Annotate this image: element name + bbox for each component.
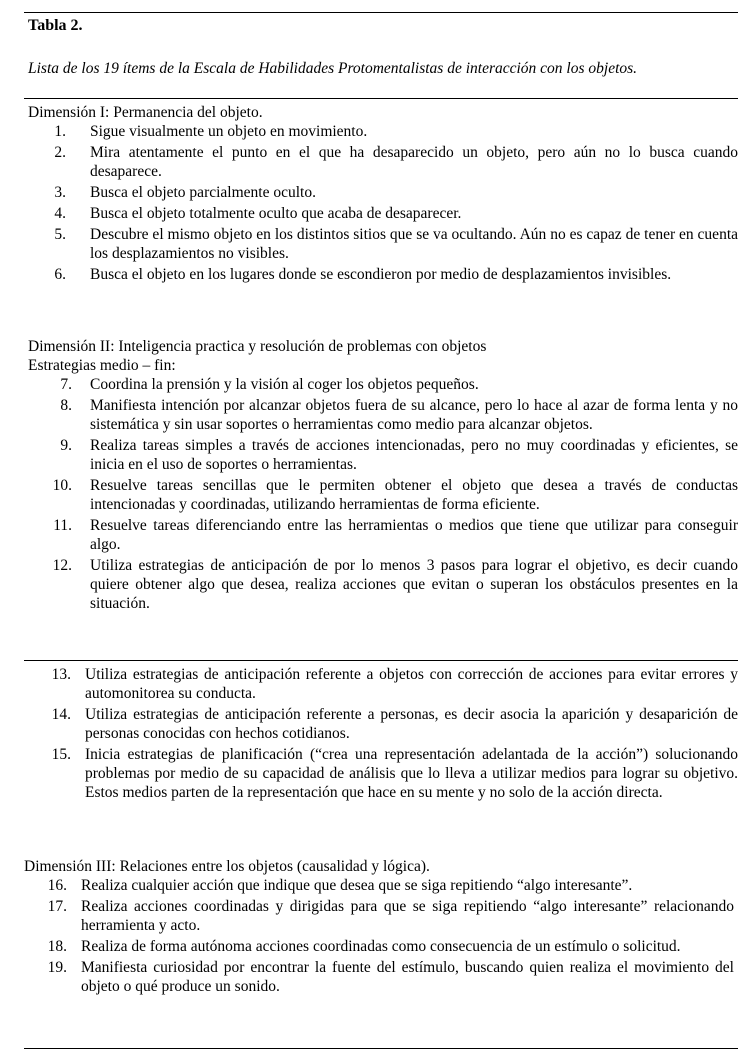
bottom-rule	[24, 1048, 738, 1049]
item-number: 17.	[47, 898, 67, 915]
dimension-1-section	[28, 103, 738, 286]
item-number: 10.	[52, 477, 72, 494]
list-item	[28, 436, 738, 474]
item-text: Resuelve tareas sencillas que le permiten obtener el objeto que desea a través de conductas intencionadas y coordinadas, utilizando herramientas de forma eficiente.	[90, 477, 738, 513]
item-text: Coordina la prensión y la visión al coger los objetos pequeños.	[90, 376, 479, 393]
item-text: Realiza de forma autónoma acciones coordinadas como consecuencia de un estímulo o solicitud.	[81, 938, 681, 955]
item-text: Utiliza estrategias de anticipación referente a personas, es decir asocia la aparición y desaparición de personas conocidas con hechos cotidianos.	[85, 706, 738, 742]
list-item	[24, 937, 734, 956]
list-item	[28, 745, 738, 802]
item-number: 19.	[47, 959, 67, 976]
list-item	[28, 396, 738, 434]
item-text: Utiliza estrategias de anticipación de por lo menos 3 pasos para lograr el objetivo, es decir cuando quiere obtener algo que desea, realiza acciones que evitan o superan los obstáculos presentes en la situación.	[90, 557, 738, 612]
list-item	[28, 665, 738, 703]
item-text: Busca el objeto parcialmente oculto.	[90, 184, 316, 201]
list-item	[28, 265, 738, 284]
list-item	[28, 375, 738, 394]
top-rule	[24, 12, 738, 13]
item-number: 1.	[54, 123, 66, 140]
item-number: 11.	[53, 517, 72, 534]
dimension-1-list	[28, 122, 738, 284]
dimension-2-continued-list	[28, 665, 738, 802]
list-item	[28, 476, 738, 514]
dimension-3-section	[24, 857, 734, 998]
dimension-1-heading: Dimensión I: Permanencia del objeto.	[28, 104, 263, 121]
list-item	[28, 516, 738, 554]
item-number: 8.	[60, 397, 72, 414]
list-item	[28, 204, 738, 223]
item-number: 14.	[51, 706, 71, 723]
item-text: Busca el objeto totalmente oculto que acaba de desaparecer.	[90, 205, 462, 222]
list-item	[28, 183, 738, 202]
dimension-2-heading: Dimensión II: Inteligencia practica y resolución de problemas con objetos	[28, 338, 487, 355]
item-number: 13.	[51, 666, 71, 683]
item-number: 3.	[54, 184, 66, 201]
item-text: Mira atentamente el punto en el que ha desaparecido un objeto, pero aún no lo busca cuando desaparece.	[90, 144, 738, 180]
list-item	[24, 897, 734, 935]
item-text: Realiza cualquier acción que indique que desea que se siga repitiendo “algo interesante”.	[81, 877, 633, 894]
item-number: 12.	[52, 557, 72, 574]
item-text: Descubre el mismo objeto en los distintos sitios que se va ocultando. Aún no es capaz de tener en cuenta los desplazamientos no visibles.	[90, 226, 738, 262]
item-number: 5.	[54, 226, 66, 243]
item-number: 9.	[60, 437, 72, 454]
item-text: Manifiesta intención por alcanzar objetos fuera de su alcance, pero lo hace al azar de forma lenta y no sistemática y sin usar soportes o herramientas como medio para alcanzar objetos.	[90, 397, 738, 433]
list-item	[28, 143, 738, 181]
list-item	[28, 122, 738, 141]
item-text: Sigue visualmente un objeto en movimiento.	[90, 123, 368, 140]
item-number: 15.	[51, 746, 71, 763]
list-item	[28, 705, 738, 743]
item-text: Busca el objeto en los lugares donde se escondieron por medio de desplazamientos invisibles.	[90, 266, 672, 283]
item-number: 7.	[60, 376, 72, 393]
list-item	[24, 876, 734, 895]
caption-rule	[24, 98, 738, 99]
item-text: Manifiesta curiosidad por encontrar la fuente del estímulo, buscando quien realiza el movimiento del objeto o qué produce un sonido.	[81, 959, 734, 995]
item-number: 6.	[54, 266, 66, 283]
table-caption: Lista de los 19 ítems de la Escala de Habilidades Protomentalistas de interacción con los objetos.	[28, 60, 638, 77]
item-text: Utiliza estrategias de anticipación referente a objetos con corrección de acciones para evitar errores y automonitorea su conducta.	[85, 666, 738, 702]
item-text: Inicia estrategias de planificación (“crea una representación adelantada de la acción”) solucionando problemas por medio de su capacidad de análisis que lo lleva a utilizar medios para lograr su objetivo. Estos medios parten de la representación que hace en su mente y no solo de la acción directa.	[85, 746, 738, 801]
list-item	[24, 958, 734, 996]
dimension-2-continued	[28, 665, 738, 804]
item-number: 16.	[47, 877, 67, 894]
list-item	[28, 225, 738, 263]
item-text: Resuelve tareas diferenciando entre las herramientas o medios que tiene que utilizar para conseguir algo.	[90, 517, 738, 553]
dimension-3-list	[24, 876, 734, 996]
dimension-3-heading: Dimensión III: Relaciones entre los objetos (causalidad y lógica).	[24, 858, 430, 875]
item-text: Realiza acciones coordinadas y dirigidas para que se siga repitiendo “algo interesante” relacionando herramienta y acto.	[81, 898, 734, 934]
dimension-2-subheading: Estrategias medio – fin:	[28, 357, 176, 374]
item-number: 18.	[47, 938, 67, 955]
item-number: 2.	[54, 144, 66, 161]
list-item	[28, 556, 738, 613]
table-label: Tabla 2.	[28, 17, 83, 34]
item-number: 4.	[54, 205, 66, 222]
page-break-rule	[24, 660, 738, 661]
dimension-2-list	[28, 375, 738, 613]
item-text: Realiza tareas simples a través de acciones intencionadas, pero no muy coordinadas y eficientes, se inicia en el uso de soportes o herramientas.	[90, 437, 738, 473]
dimension-2-section	[28, 337, 738, 615]
